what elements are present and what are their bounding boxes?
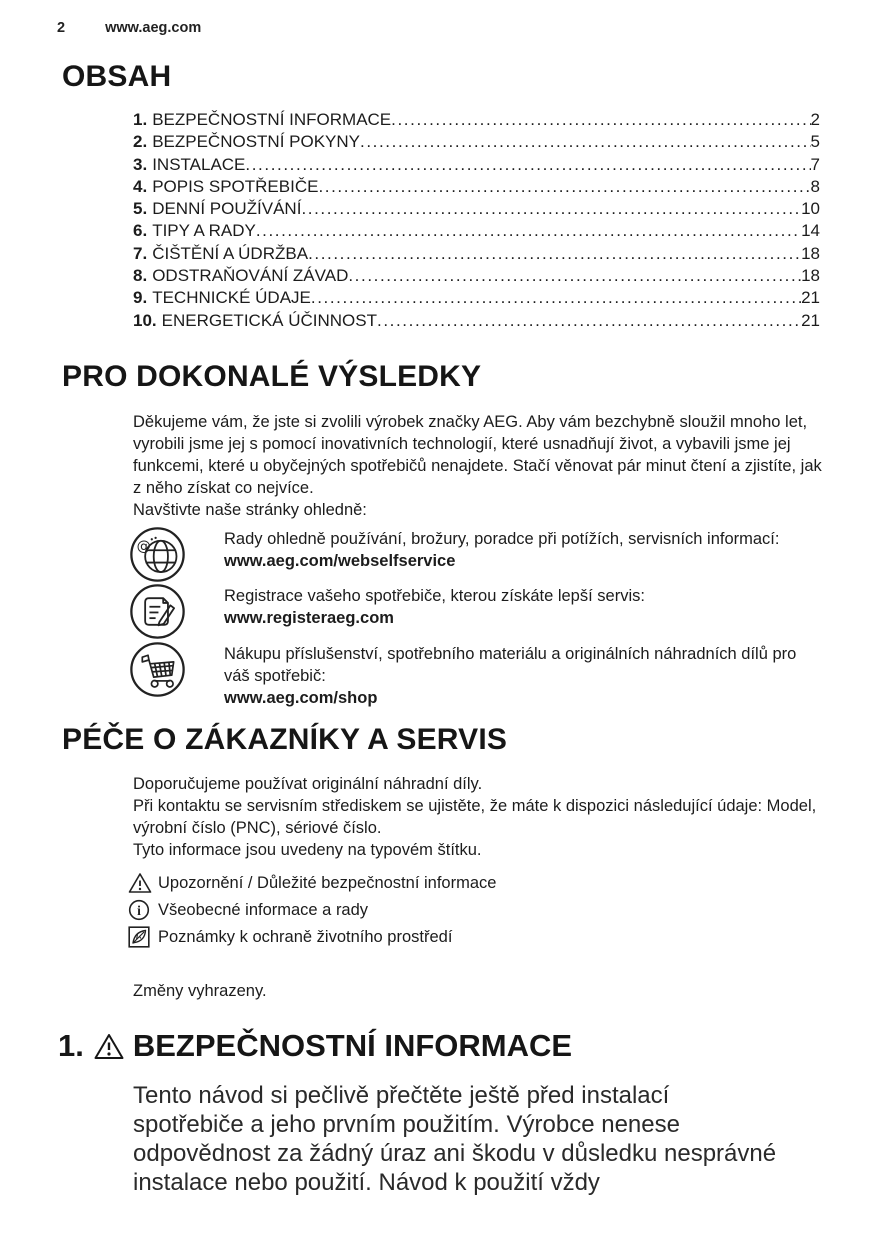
toc-leader-dots — [301, 198, 801, 220]
intro-paragraph: Děkujeme vám, že jste si zvolili výrobek značky AEG. Aby vám bezchybně sloužil mnoho let, vyrobili jsme jej s pomocí inovativních technologií, které usnadňují život, a vybavili jsme jej funkcemi, které u obyčejných spotřebičů nenajdete. Stačí věnovat pár minut čtení a zjistíte, jak z něho získat co nejvíce. — [133, 412, 822, 497]
toc-item-label: BEZPEČNOSTNÍ INFORMACE — [152, 110, 392, 129]
toc-item-label: POPIS SPOTŘEBIČE — [152, 176, 319, 196]
toc-item-number: 8. — [133, 266, 148, 286]
toc-item[interactable] — [133, 265, 820, 287]
safety-paragraph: Tento návod si pečlivě přečtěte ještě před instalací spotřebiče a jeho prvním použitím. Výrobce nenese odpovědnost za žádný úraz ani škodu v důsledku nesprávné instalace nebo použití. Návod k použití vždy — [133, 1081, 777, 1196]
legend-notes — [128, 870, 820, 951]
page-header — [57, 20, 820, 36]
toc-item-page: 8 — [810, 176, 820, 196]
website-label: www.aeg.com — [105, 20, 202, 36]
toc-leader-dots — [308, 243, 801, 265]
toc-item-label: ČIŠTĚNÍ A ÚDRŽBA — [152, 243, 309, 263]
svg-text:@: @ — [136, 538, 151, 555]
shop-link-row — [129, 641, 820, 709]
link-url[interactable]: www.aeg.com/webselfservice — [224, 551, 456, 570]
page-number: 2 — [57, 20, 66, 36]
link-url[interactable]: www.registeraeg.com — [224, 609, 394, 628]
toc-item[interactable] — [133, 243, 820, 265]
toc-item-label: TIPY A RADY — [152, 221, 256, 241]
warning-triangle-icon — [128, 871, 153, 895]
care-line: Při kontaktu se servisním střediskem se ujistěte, že máte k dispozici následující údaje: Model, výrobní číslo (PNC), sériové číslo. — [133, 796, 817, 837]
toc-item-label: INSTALACE — [152, 154, 246, 174]
toc-leader-dots — [377, 310, 801, 332]
section-number: 1. — [58, 1027, 84, 1063]
toc-item-page: 5 — [810, 132, 820, 152]
toc-item-page: 21 — [801, 288, 820, 308]
visit-line: Navštivte naše stránky ohledně: — [133, 500, 367, 519]
warning-note — [128, 870, 820, 897]
svg-text:i: i — [137, 903, 141, 919]
link-url[interactable]: www.aeg.com/shop — [224, 688, 378, 707]
toc-item[interactable] — [133, 287, 820, 309]
toc-item-label: ENERGETICKÁ ÚČINNOST — [161, 310, 377, 330]
toc-item[interactable] — [133, 131, 820, 153]
toc-item-page: 2 — [810, 110, 820, 129]
register-link-row — [129, 583, 820, 641]
eco-leaf-icon — [128, 925, 153, 949]
toc-item[interactable] — [133, 220, 820, 242]
note-label: Upozornění / Důležité bezpečnostní informace — [158, 873, 497, 892]
care-line: Doporučujeme používat originální náhradní díly. — [133, 774, 483, 793]
toc-leader-dots — [318, 176, 810, 198]
perfect-results-title: PRO DOKONALÉ VÝSLEDKY — [62, 359, 482, 393]
note-label: Všeobecné informace a rady — [158, 900, 369, 919]
toc-item-label: BEZPEČNOSTNÍ POKYNY — [152, 132, 361, 152]
toc-item-number: 3. — [133, 154, 148, 174]
toc-item-number: 7. — [133, 243, 148, 263]
toc-leader-dots — [256, 220, 801, 242]
toc-item-page: 21 — [801, 310, 820, 330]
toc-item-page: 14 — [801, 221, 820, 241]
toc-item-number: 6. — [133, 221, 148, 241]
toc-item-number: 9. — [133, 288, 148, 308]
toc-item[interactable] — [133, 154, 820, 176]
shopping-cart-icon — [129, 641, 186, 698]
toc-item[interactable] — [133, 109, 820, 131]
toc-leader-dots — [360, 131, 811, 153]
toc-leader-dots — [348, 265, 801, 287]
toc-item-label: ODSTRAŇOVÁNÍ ZÁVAD — [152, 266, 349, 286]
info-note — [128, 897, 820, 924]
toc-item-number: 10. — [133, 310, 157, 330]
link-description: Registrace vašeho spotřebiče, kterou získáte lepší servis: — [224, 587, 645, 606]
toc-item-label: DENNÍ POUŽÍVÁNÍ — [152, 199, 302, 219]
toc-item-page: 18 — [801, 243, 820, 263]
section-title: BEZPEČNOSTNÍ INFORMACE — [132, 1027, 573, 1063]
toc-leader-dots — [245, 154, 810, 176]
toc-item-number: 5. — [133, 199, 148, 219]
toc-item[interactable] — [133, 310, 820, 332]
website-links — [57, 526, 820, 709]
info-circle-icon — [128, 898, 153, 922]
toc-item[interactable] — [133, 176, 820, 198]
toc-item-page: 10 — [801, 199, 820, 219]
environment-note — [128, 924, 820, 951]
globe-at-icon — [129, 526, 186, 583]
table-of-contents — [133, 109, 820, 332]
link-description: Rady ohledně používání, brožury, poradce při potížích, servisních informací: — [224, 529, 780, 548]
safety-section-heading — [58, 1028, 820, 1064]
toc-item-number: 2. — [133, 132, 148, 152]
toc-item[interactable] — [133, 198, 820, 220]
toc-item-page: 7 — [810, 154, 820, 174]
customer-care-text — [133, 773, 823, 861]
toc-leader-dots — [391, 109, 810, 131]
toc-item-page: 18 — [801, 266, 820, 286]
link-description: Nákupu příslušenství, spotřebního materiálu a originálních náhradních dílů pro váš spotřebič: — [224, 644, 797, 685]
webselfservice-link-row — [129, 526, 820, 584]
toc-title: OBSAH — [62, 60, 172, 93]
toc-item-number: 4. — [133, 176, 148, 196]
register-document-icon — [129, 583, 186, 640]
rights-note: Změny vyhrazeny. — [133, 981, 267, 1000]
warning-triangle-icon — [94, 1033, 124, 1060]
care-line: Tyto informace jsou uvedeny na typovém štítku. — [133, 840, 482, 859]
customer-care-title: PÉČE O ZÁKAZNÍKY A SERVIS — [62, 722, 508, 756]
toc-item-number: 1. — [133, 110, 148, 129]
note-label: Poznámky k ochraně životního prostředí — [158, 927, 453, 946]
toc-item-label: TECHNICKÉ ÚDAJE — [152, 288, 311, 308]
toc-leader-dots — [311, 287, 801, 309]
